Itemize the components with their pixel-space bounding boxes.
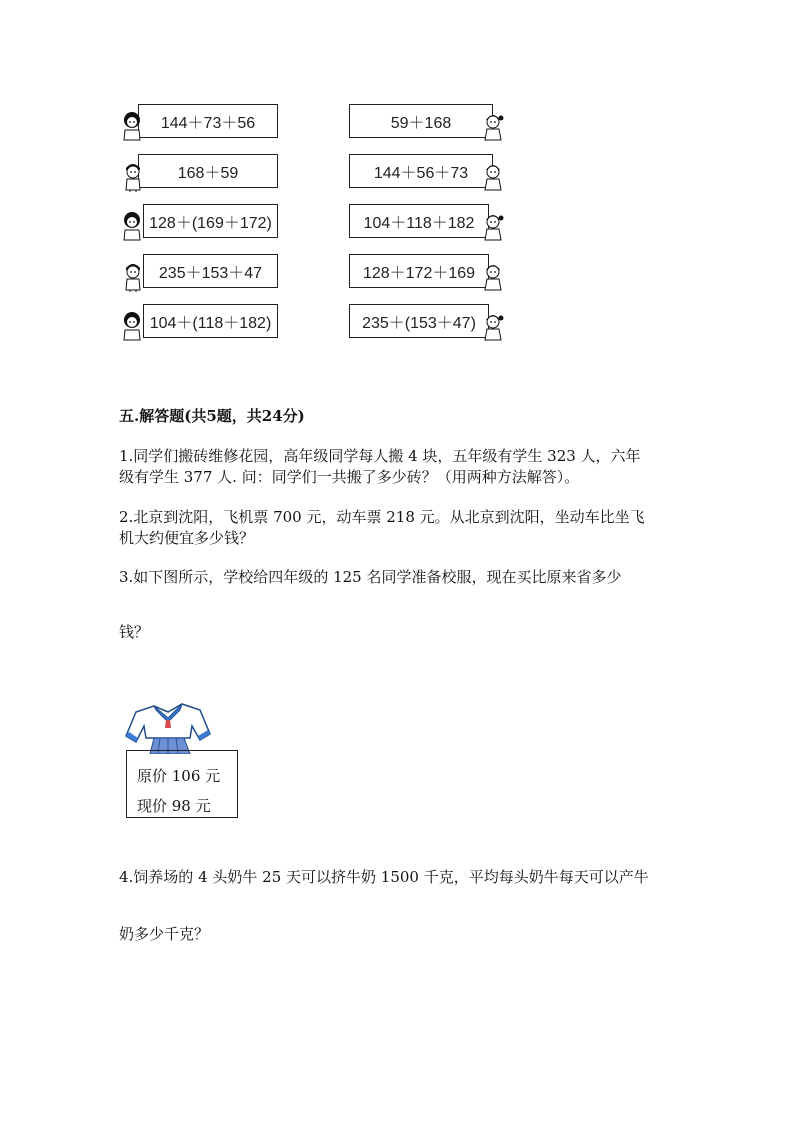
right-expression-5: 235＋(153＋47) [349,304,489,338]
original-price: 原价 106 元 [137,767,221,785]
girl-icon [482,260,504,292]
left-expression-1: 144＋73＋56 [138,104,278,138]
girl-icon [120,110,142,142]
section-heading: 五.解答题(共5题，共24分) [119,407,305,425]
price-box [126,750,238,818]
girl-icon [482,210,504,242]
left-expression-4: 235＋153＋47 [143,254,278,288]
question-3-line-1: 3.如下图所示，学校给四年级的 125 名同学准备校服，现在买比原来省多少 [119,568,622,586]
question-1-line-1: 1.同学们搬砖维修花园，高年级同学每人搬 4 块，五年级有学生 323 人，六年 [119,447,641,465]
right-expression-3: 104＋118＋182 [349,204,489,238]
girl-icon [482,110,504,142]
right-expression-2: 144＋56＋73 [349,154,493,188]
girl-icon [482,160,504,192]
left-expression-3: 128＋(169＋172) [143,204,278,238]
boy-icon [122,260,144,292]
question-4-line-2: 奶多少千克？ [119,925,210,943]
question-4-line-1: 4.饲养场的 4 头奶牛 25 天可以挤牛奶 1500 千克，平均每头奶牛每天可以产牛 [119,868,649,886]
girl-icon [120,210,142,242]
left-expression-5: 104＋(118＋182) [143,304,278,338]
boy-icon [122,160,144,192]
right-expression-4: 128＋172＋169 [349,254,489,288]
left-expression-2: 168＋59 [138,154,278,188]
right-expression-1: 59＋168 [349,104,493,138]
school-uniform-icon [124,698,214,754]
question-3-line-2: 钱？ [119,623,150,641]
question-2-line-1: 2.北京到沈阳，飞机票 700 元，动车票 218 元。从北京到沈阳，坐动车比坐飞 [119,508,645,526]
current-price: 现价 98 元 [137,797,211,815]
question-1-line-2: 级有学生 377 人. 问：同学们一共搬了多少砖？（用两种方法解答）。 [119,468,580,486]
girl-icon [482,310,504,342]
girl-icon [120,310,142,342]
question-2-line-2: 机大约便宜多少钱？ [119,529,255,547]
